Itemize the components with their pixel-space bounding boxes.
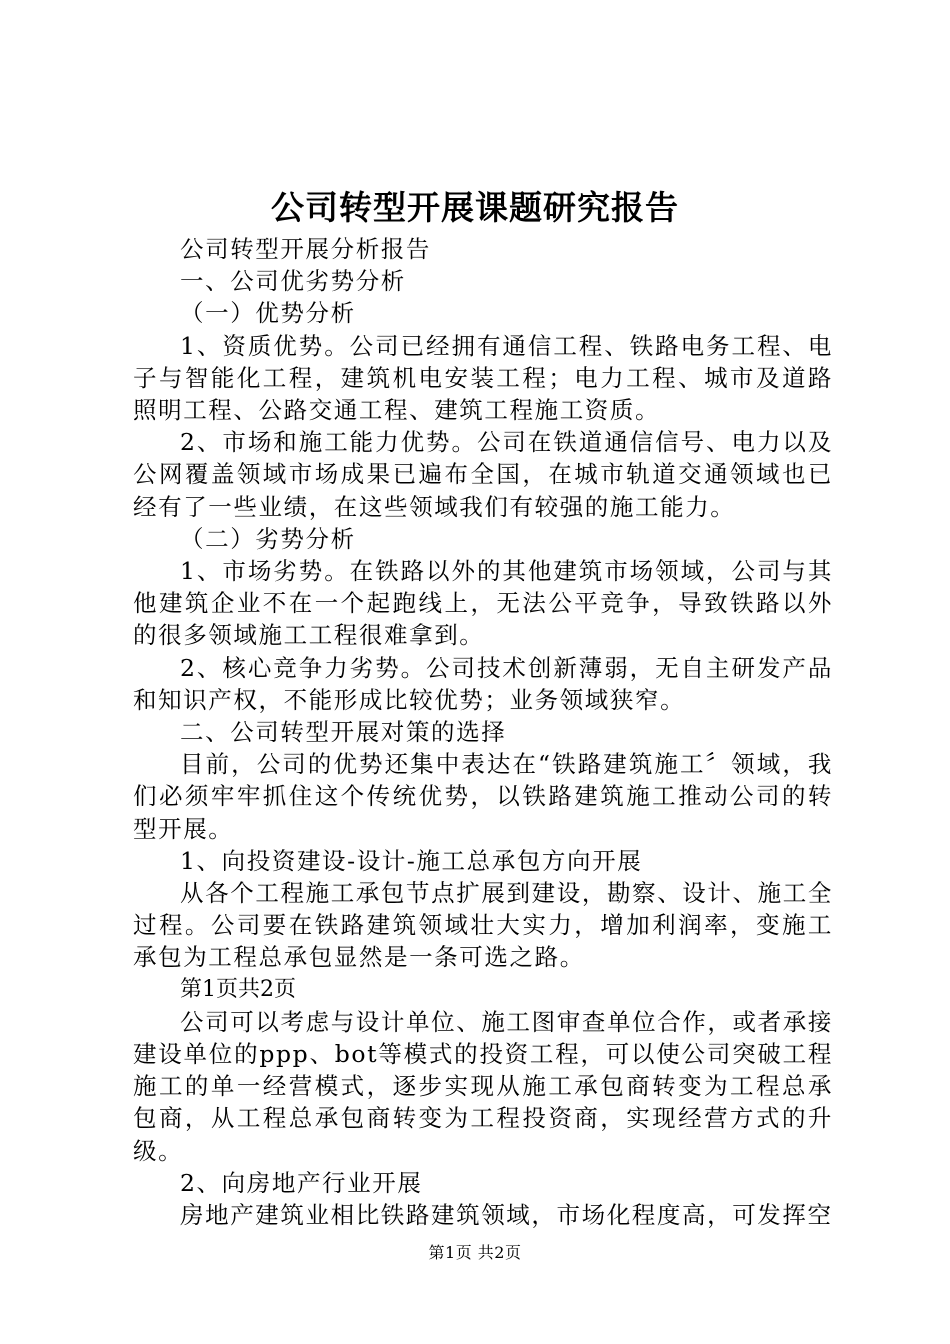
page-footer: 第1页 共2页 — [428, 1243, 522, 1262]
document-body — [133, 233, 833, 1231]
section-heading: 一、公司优劣势分析 — [180, 267, 406, 296]
paragraph: 2、向房地产行业开展 — [180, 1168, 423, 1197]
paragraph: 2、核心竞争力劣势。公司技术创新薄弱，无自主研发产品和知识产权，不能形成比较优势；业务领域狭窄。 — [133, 653, 833, 714]
paragraph: 1、市场劣势。在铁路以外的其他建筑市场领域，公司与其他建筑企业不在一个起跑线上，无法公平竞争，导致铁路以外的很多领域施工工程很难拿到。 — [133, 557, 833, 650]
subsection-heading: （二）劣势分析 — [180, 524, 356, 553]
document-title: 公司转型开展课题研究报告 — [271, 188, 679, 227]
paragraph: 房地产建筑业相比铁路建筑领域，市场化程度高，可发挥空 — [180, 1201, 833, 1230]
paragraph: 从各个工程施工承包节点扩展到建设，勘察、设计、施工全过程。公司要在铁路建筑领域壮大实力，增加利润率，变施工承包为工程总承包显然是一条可选之路。 — [133, 879, 833, 972]
paragraph: 目前，公司的优势还集中表达在“铁路建筑施工〞领域，我们必须牢牢抓住这个传统优势，以铁路建筑施工推动公司的转型开展。 — [133, 750, 833, 843]
paragraph: 1、向投资建设-设计-施工总承包方向开展 — [180, 846, 643, 875]
inline-page-marker: 第1页共2页 — [180, 976, 296, 1002]
paragraph: 2、市场和施工能力优势。公司在铁道通信信号、电力以及公网覆盖领域市场成果已遍布全国，在城市轨道交通领域也已经有了一些业绩，在这些领域我们有较强的施工能力。 — [133, 428, 833, 521]
paragraph: 公司可以考虑与设计单位、施工图审查单位合作，或者承接建设单位的ppp、bot等模式的投资工程，可以使公司突破工程施工的单一经营模式，逐步实现从施工承包商转变为工程总承包商，从工程总承包商转变为工程投资商，实现经营方式的升级。 — [133, 1007, 833, 1165]
paragraph: 1、资质优势。公司已经拥有通信工程、铁路电务工程、电子与智能化工程，建筑机电安装工程；电力工程、城市及道路照明工程、公路交通工程、建筑工程施工资质。 — [133, 331, 833, 425]
paragraph: 公司转型开展分析报告 — [180, 235, 431, 263]
section-heading: 二、公司转型开展对策的选择 — [180, 718, 507, 747]
subsection-heading: （一）优势分析 — [180, 299, 356, 328]
